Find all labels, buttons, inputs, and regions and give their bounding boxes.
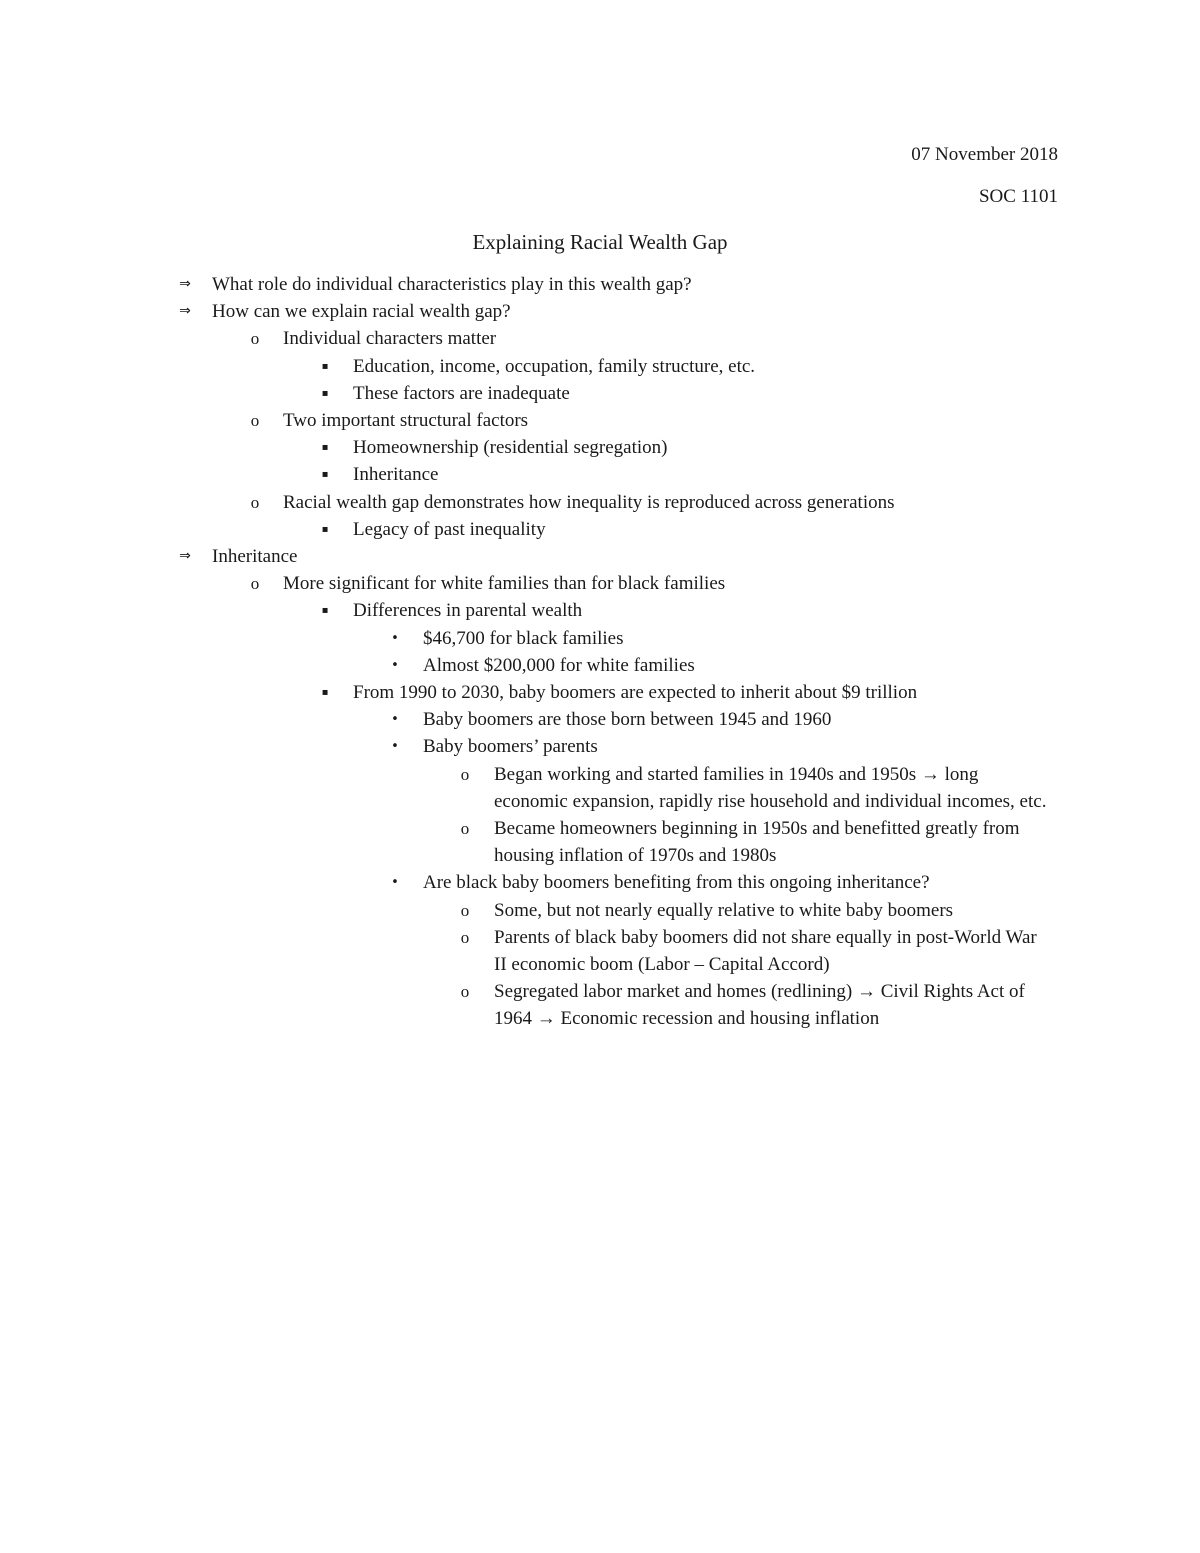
circle-bullet-icon: o — [460, 764, 470, 784]
outline-item-text: From 1990 to 2030, baby boomers are expected to inherit about $9 trillion — [353, 682, 918, 704]
outline-item-text: Legacy of past inequality — [353, 518, 546, 540]
outline-item-text: Two important structural factors — [283, 410, 529, 432]
outline-item-level-2 — [0, 516, 1200, 543]
outline-item-text: Individual characters matter — [283, 328, 497, 350]
outline-item-text: Some, but not nearly equally relative to white baby boomers — [494, 899, 954, 921]
outline-item-text: Became homeowners beginning in 1950s and benefitted greatly from housing inflation of 1970s and 1980s — [494, 818, 1020, 867]
outline-item-level-3 — [0, 625, 1200, 652]
outline-item-text: Began working and started families in 1940s and 1950s → long economic expansion, rapidly rise household and individual incomes, etc. — [494, 763, 1047, 812]
outline-item-level-2 — [0, 353, 1200, 380]
dot-bullet-icon: • — [391, 875, 399, 891]
outline-item-text: Education, income, occupation, family structure, etc. — [353, 355, 756, 377]
outline-item-level-3 — [0, 733, 1200, 760]
note-date: 07 November 2018 — [911, 144, 1058, 165]
outline-item-text: Racial wealth gap demonstrates how inequality is reproduced across generations — [283, 491, 895, 513]
outline-item-text: Homeownership (residential segregation) — [353, 437, 668, 459]
dot-bullet-icon: • — [391, 630, 399, 646]
circle-bullet-icon: o — [460, 819, 470, 839]
outline-item-text: These factors are inadequate — [353, 382, 570, 404]
outline-item-text: Almost $200,000 for white families — [423, 654, 695, 676]
outline-item-text: Parents of black baby boomers did not share equally in post-World War II economic boom (Labor – Capital Accord) — [494, 926, 1037, 976]
square-bullet-icon: ▪ — [321, 523, 329, 535]
outline-item-text: How can we explain racial wealth gap? — [212, 301, 511, 323]
outline-item-level-0 — [0, 298, 1200, 325]
page-title: Explaining Racial Wealth Gap — [472, 230, 728, 254]
outline-item-text: What role do individual characteristics play in this wealth gap? — [212, 274, 692, 295]
outline-item-level-1 — [0, 570, 1200, 597]
arrow-bullet-icon: ⇒ — [179, 303, 191, 320]
outline-item-text: Differences in parental wealth — [353, 600, 583, 622]
circle-bullet-icon: o — [250, 329, 260, 349]
square-bullet-icon: ▪ — [321, 605, 329, 617]
square-bullet-icon: ▪ — [321, 360, 329, 372]
circle-bullet-icon: o — [460, 982, 470, 1002]
dot-bullet-icon: • — [391, 739, 399, 755]
circle-bullet-icon: o — [250, 411, 260, 431]
outline-item-level-1 — [0, 325, 1200, 352]
outline-list — [0, 271, 1200, 1033]
arrow-bullet-icon: ⇒ — [179, 276, 191, 292]
circle-bullet-icon: o — [460, 927, 470, 947]
square-bullet-icon: ▪ — [321, 687, 329, 699]
dot-bullet-icon: • — [391, 712, 399, 728]
outline-item-text: Segregated labor market and homes (redlining) → Civil Rights Act of 1964 → Economic recession and housing inflation — [494, 981, 1025, 1030]
square-bullet-icon: ▪ — [321, 387, 329, 399]
outline-item-text: Baby boomers are those born between 1945 and 1960 — [423, 709, 832, 731]
outline-item-text: $46,700 for black families — [423, 627, 624, 649]
outline-item-level-3 — [0, 869, 1200, 896]
outline-item-level-2 — [0, 679, 1200, 706]
outline-item-level-2 — [0, 461, 1200, 488]
outline-item-text: Inheritance — [212, 546, 298, 568]
dot-bullet-icon: • — [391, 657, 399, 673]
circle-bullet-icon: o — [460, 900, 470, 920]
outline-item-text: Are black baby boomers benefiting from this ongoing inheritance? — [423, 872, 930, 894]
outline-item-level-2 — [0, 597, 1200, 624]
outline-item-level-4 — [0, 761, 1200, 815]
circle-bullet-icon: o — [250, 574, 260, 594]
outline-item-level-3 — [0, 652, 1200, 679]
outline-item-level-4 — [0, 978, 1200, 1032]
outline-item-level-2 — [0, 434, 1200, 461]
square-bullet-icon: ▪ — [321, 442, 329, 454]
arrow-bullet-icon: ⇒ — [179, 548, 191, 565]
outline-item-level-3 — [0, 706, 1200, 733]
square-bullet-icon: ▪ — [321, 469, 329, 481]
outline-item-level-4 — [0, 815, 1200, 869]
outline-item-level-0 — [0, 543, 1200, 570]
outline-item-text: More significant for white families than for black families — [283, 573, 726, 595]
outline-item-level-0 — [0, 271, 1200, 298]
outline-item-text: Inheritance — [353, 464, 439, 486]
outline-item-text: Baby boomers’ parents — [423, 736, 598, 758]
outline-item-level-1 — [0, 489, 1200, 516]
outline-item-level-1 — [0, 407, 1200, 434]
outline-item-level-4 — [0, 897, 1200, 924]
course-code: SOC 1101 — [978, 186, 1058, 207]
outline-item-level-4 — [0, 924, 1200, 978]
circle-bullet-icon: o — [250, 492, 260, 512]
outline-item-level-2 — [0, 380, 1200, 407]
